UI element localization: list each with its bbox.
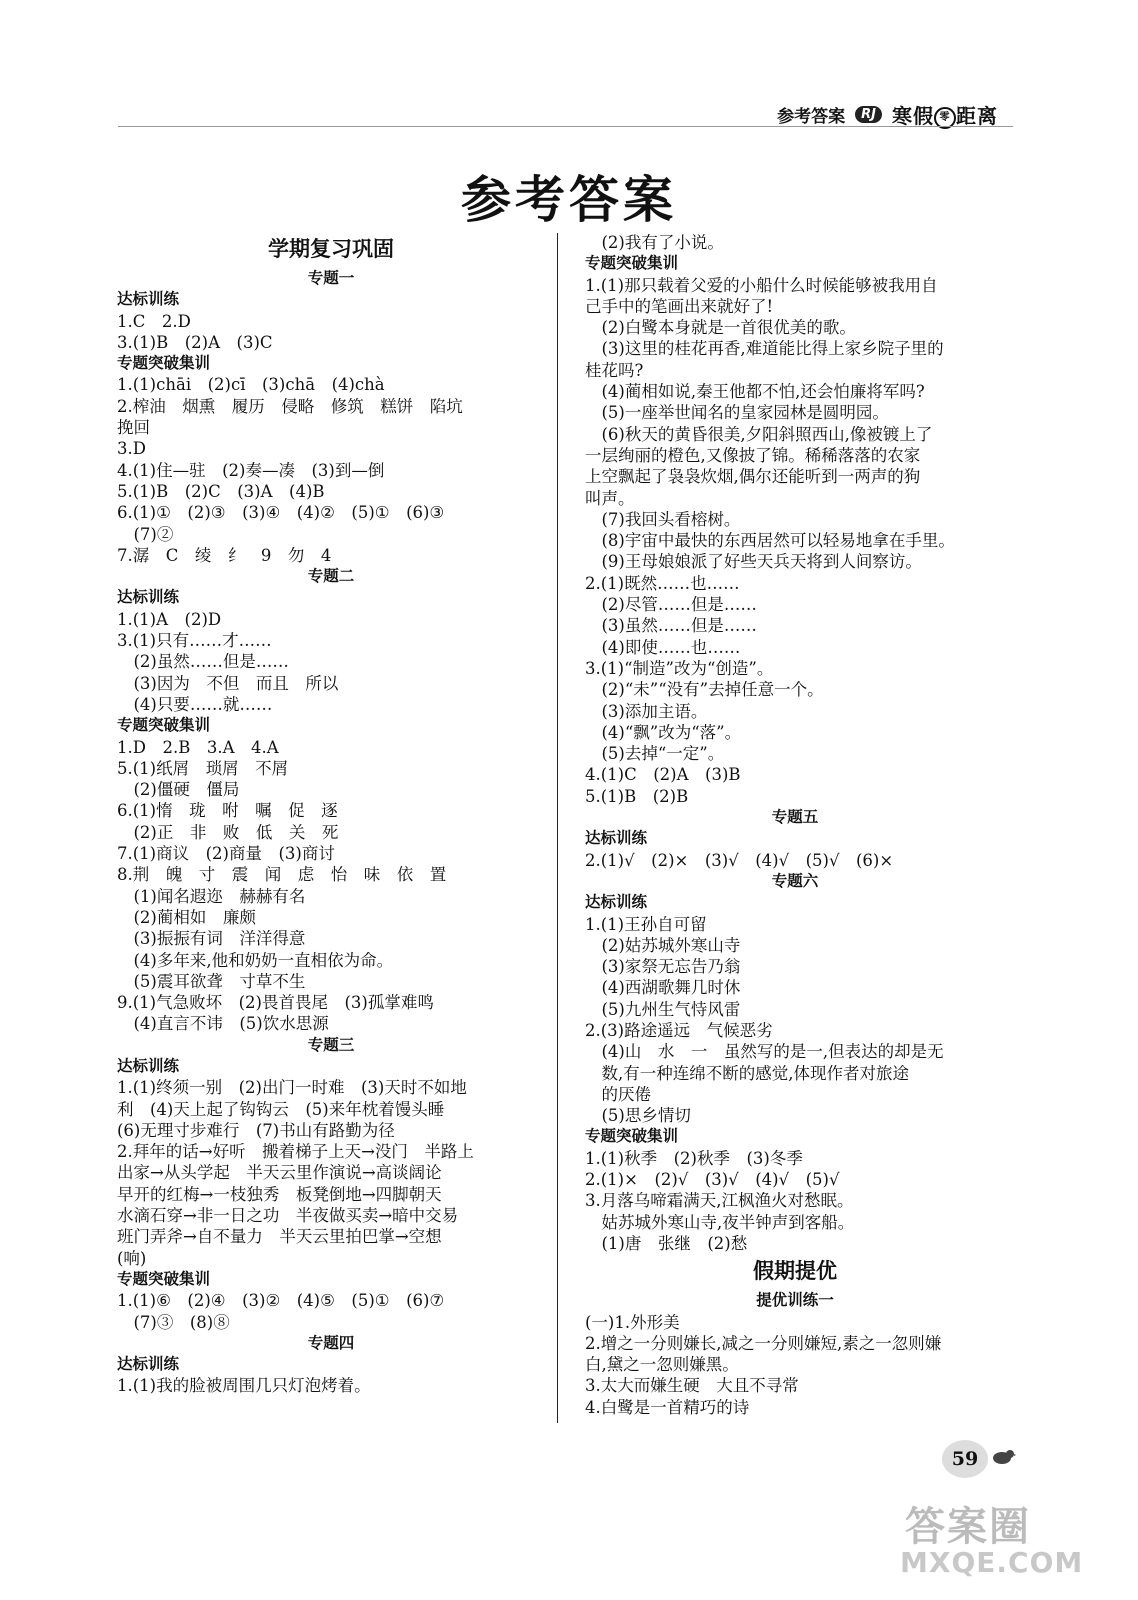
- answer-line: 1.(1)chāi (2)cī (3)chā (4)chà: [117, 375, 385, 395]
- answer-line: (6)无理寸步难行 (7)书山有路勤为径: [117, 1120, 395, 1140]
- answer-line: (7)②: [117, 524, 174, 544]
- answer-line: 叫声。: [585, 488, 635, 508]
- answer-line: (7)我回头看榕树。: [585, 509, 741, 529]
- answer-line: 2.(1)√ (2)× (3)√ (4)√ (5)√ (6)×: [585, 850, 894, 870]
- answer-line: 3.(1)只有……才……: [117, 631, 272, 651]
- answer-line: (3)这里的桂花再香,难道能比得上家乡院子里的: [585, 339, 944, 359]
- exercise-label: 达标训练: [117, 290, 180, 309]
- exercise-label: 专题突破集训: [585, 254, 679, 273]
- answer-line: 1.D 2.B 3.A 4.A: [117, 737, 279, 757]
- answer-line: (5)思乡情切: [585, 1106, 691, 1126]
- answer-line: (2)姑苏城外寒山寺: [585, 935, 741, 955]
- answer-line: 6.(1)① (2)③ (3)④ (4)② (5)① (6)③: [117, 503, 445, 523]
- answer-line: 5.(1)B (2)B: [585, 786, 689, 806]
- answer-line: 1.(1)那只载着父爱的小船什么时候能够被我用自: [585, 275, 938, 295]
- bird-icon: [988, 1446, 1016, 1466]
- answer-line: (2)白鹭本身就是一首很优美的歌。: [585, 318, 856, 338]
- answer-line: 上空飘起了袅袅炊烟,偶尔还能听到一两声的狗: [585, 467, 921, 487]
- answer-line: (5)震耳欲聋 寸草不生: [117, 971, 306, 991]
- exercise-label: 达标训练: [585, 829, 648, 848]
- answer-line: 早开的红梅→一枝独秀 板凳倒地→四脚朝天: [117, 1184, 442, 1204]
- answer-line: 9.(1)气急败坏 (2)畏首畏尾 (3)孤掌难鸣: [117, 993, 434, 1013]
- answer-line: (2)我有了小说。: [585, 233, 724, 252]
- topic-heading: 专题一: [307, 269, 355, 287]
- answer-line: 6.(1)惰 珑 咐 嘱 促 逐: [117, 801, 338, 821]
- answer-line: (5)九州生气恃风雷: [585, 999, 741, 1019]
- answer-line: 的厌倦: [585, 1084, 651, 1104]
- answer-line: (4)西湖歌舞几时休: [585, 978, 741, 998]
- answer-line: (5)去掉“一定”。: [585, 744, 725, 764]
- answer-line: (响): [117, 1248, 147, 1268]
- section-heading: 学期复习巩固: [268, 236, 394, 261]
- topic-heading: 专题六: [771, 871, 819, 890]
- answer-line: (4)直言不讳 (5)饮水思源: [117, 1014, 329, 1034]
- answer-line: (3)添加主语。: [585, 701, 708, 721]
- answer-line: (1)闻名遐迩 赫赫有名: [117, 886, 306, 906]
- exercise-label: 达标训练: [117, 1355, 180, 1374]
- answer-line: 2.(1)既然……也……: [585, 573, 740, 593]
- answer-line: (4)山 水 一 虽然写的是一,但表达的却是无: [585, 1042, 944, 1062]
- answer-line: (4)即使……也……: [585, 637, 741, 657]
- watermark-logo: 答案圈: [905, 1504, 1031, 1550]
- answer-line: (2)“未”“没有”去掉任意一个。: [585, 680, 824, 700]
- answer-line: 姑苏城外寒山寺,夜半钟声到客船。: [585, 1212, 855, 1232]
- answer-line: 2.增之一分则嫌长,减之一分则嫌短,素之一忽则嫌: [585, 1333, 942, 1353]
- topic-heading: 提优训练一: [756, 1291, 834, 1310]
- answer-line: 水滴石穿→非一日之功 半夜做买卖→暗中交易: [117, 1206, 459, 1226]
- answer-line: 2.(1)× (2)√ (3)√ (4)√ (5)√: [585, 1170, 840, 1190]
- answer-line: (1)唐 张继 (2)愁: [585, 1233, 748, 1253]
- exercise-label: 专题突破集训: [585, 1127, 679, 1146]
- answer-line: (3)虽然……但是……: [585, 616, 757, 636]
- right-column: [585, 232, 1005, 1418]
- answer-line: (6)秋天的黄昏很美,夕阳斜照西山,像被镀上了: [585, 424, 933, 444]
- answer-line: (4)“飘”改为“落”。: [585, 722, 742, 742]
- answer-line: (3)因为 不但 而且 所以: [117, 673, 339, 693]
- answer-line: 2.榨油 烟熏 履历 侵略 修筑 糕饼 陷坑: [117, 396, 463, 416]
- left-column: [117, 232, 545, 1397]
- answer-line: (2)僵硬 僵局: [117, 780, 240, 800]
- exercise-label: 专题突破集训: [117, 716, 211, 735]
- answer-line: (3)振振有词 洋洋得意: [117, 929, 306, 949]
- answer-line: (一)1.外形美: [585, 1312, 680, 1332]
- answer-line: 4.(1)住—驻 (2)奏—凑 (3)到—倒: [117, 460, 385, 480]
- page-title: 参考答案: [461, 170, 677, 229]
- answer-line: 4.(1)C (2)A (3)B: [585, 765, 741, 785]
- answer-line: (5)一座举世闻名的皇家园林是圆明园。: [585, 403, 889, 423]
- answer-line: (2)蔺相如 廉颇: [117, 907, 256, 927]
- answer-line: 利 (4)天上起了钩钩云 (5)来年枕着馒头睡: [117, 1099, 445, 1119]
- topic-heading: 专题三: [307, 1035, 355, 1054]
- answer-line: (4)蔺相如说,秦王他都不怕,还会怕廉将军吗?: [585, 382, 925, 402]
- topic-heading: 专题四: [307, 1333, 355, 1352]
- answer-line: 1.C 2.D: [117, 311, 191, 331]
- answer-line: (3)家祭无忘告乃翁: [585, 957, 741, 977]
- answer-line: 一层绚丽的橙色,又像披了锦。稀稀落落的农家: [585, 445, 921, 465]
- answer-line: (2)尽管……但是……: [585, 595, 757, 615]
- answer-line: 7.(1)商议 (2)商量 (3)商讨: [117, 844, 335, 864]
- answer-line: 1.(1)A (2)D: [117, 609, 222, 629]
- answer-line: 8.荆 魄 寸 震 闻 虑 怡 味 依 置: [117, 865, 447, 885]
- header-section: 参考答案: [777, 107, 846, 127]
- answer-line: 1.(1)⑥ (2)④ (3)② (4)⑤ (5)① (6)⑦: [117, 1291, 445, 1311]
- answer-line: 己手中的笔画出来就好了!: [585, 296, 774, 316]
- answer-line: 挽回: [117, 418, 150, 438]
- page-header: [777, 100, 998, 129]
- answer-line: 班门弄斧→自不量力 半天云里拍巴掌→空想: [117, 1227, 442, 1247]
- answer-line: 1.(1)我的脸被周围几只灯泡烤着。: [117, 1376, 371, 1396]
- answer-line: (7)③ (8)⑧: [117, 1312, 230, 1332]
- answer-line: 3.太大而嫌生硬 大且不寻常: [585, 1376, 799, 1396]
- answer-line: 桂花吗?: [585, 360, 644, 380]
- brand-logo: 寒假 零 距离: [892, 104, 998, 128]
- answer-line: 1.(1)秋季 (2)秋季 (3)冬季: [585, 1148, 803, 1168]
- answer-line: 出家→从头学起 半天云里作演说→高谈阔论: [117, 1163, 442, 1183]
- watermark-url: MXQE.COM: [900, 1546, 1084, 1579]
- answer-line: 3.(1)B (2)A (3)C: [117, 332, 273, 352]
- answer-line: (2)正 非 败 低 关 死: [117, 822, 339, 842]
- answer-line: 7.潺 C 绫 纟 9 勿 4: [117, 545, 332, 565]
- page-number: 59: [942, 1440, 988, 1478]
- exercise-label: 达标训练: [117, 588, 180, 607]
- exercise-label: 专题突破集训: [117, 1269, 211, 1288]
- exercise-label: 专题突破集训: [117, 354, 211, 373]
- answer-line: 2.拜年的话→好听 搬着梯子上天→没门 半路上: [117, 1142, 474, 1162]
- topic-heading: 专题二: [307, 567, 355, 586]
- answer-line: (9)王母娘娘派了好些天兵天将到人间察访。: [585, 552, 922, 572]
- answer-line: 1.(1)终须一别 (2)出门一时难 (3)天时不如地: [117, 1078, 467, 1098]
- answer-line: 3.月落乌啼霜满天,江枫渔火对愁眠。: [585, 1191, 854, 1211]
- answer-line: 1.(1)王孙自可留: [585, 914, 707, 934]
- answer-line: (4)多年来,他和奶奶一直相依为命。: [117, 950, 394, 970]
- rj-badge: RJ: [855, 106, 882, 123]
- answer-line: 数,有一种连绵不断的感觉,体现作者对旅途: [585, 1063, 909, 1083]
- answer-line: 3.D: [117, 439, 146, 459]
- exercise-label: 达标训练: [585, 893, 648, 912]
- answer-line: (2)虽然……但是……: [117, 652, 289, 672]
- answer-line: (8)宇宙中最快的东西居然可以轻易地拿在手里。: [585, 531, 955, 551]
- answer-line: 5.(1)纸屑 琐屑 不屑: [117, 758, 289, 778]
- answer-line: (4)只要……就……: [117, 694, 273, 714]
- header-rule: [118, 126, 1013, 127]
- answer-line: 白,黛之一忽则嫌黑。: [585, 1355, 739, 1375]
- section-heading: 假期提优: [753, 1258, 837, 1284]
- answer-line: 2.(3)路途遥远 气候恶劣: [585, 1020, 773, 1040]
- answer-line: 4.白鹭是一首精巧的诗: [585, 1397, 750, 1417]
- answer-line: 5.(1)B (2)C (3)A (4)B: [117, 481, 325, 501]
- exercise-label: 达标训练: [117, 1056, 180, 1075]
- column-divider: [557, 233, 558, 1423]
- topic-heading: 专题五: [771, 808, 819, 827]
- answer-line: 3.(1)“制造”改为“创造”。: [585, 658, 774, 678]
